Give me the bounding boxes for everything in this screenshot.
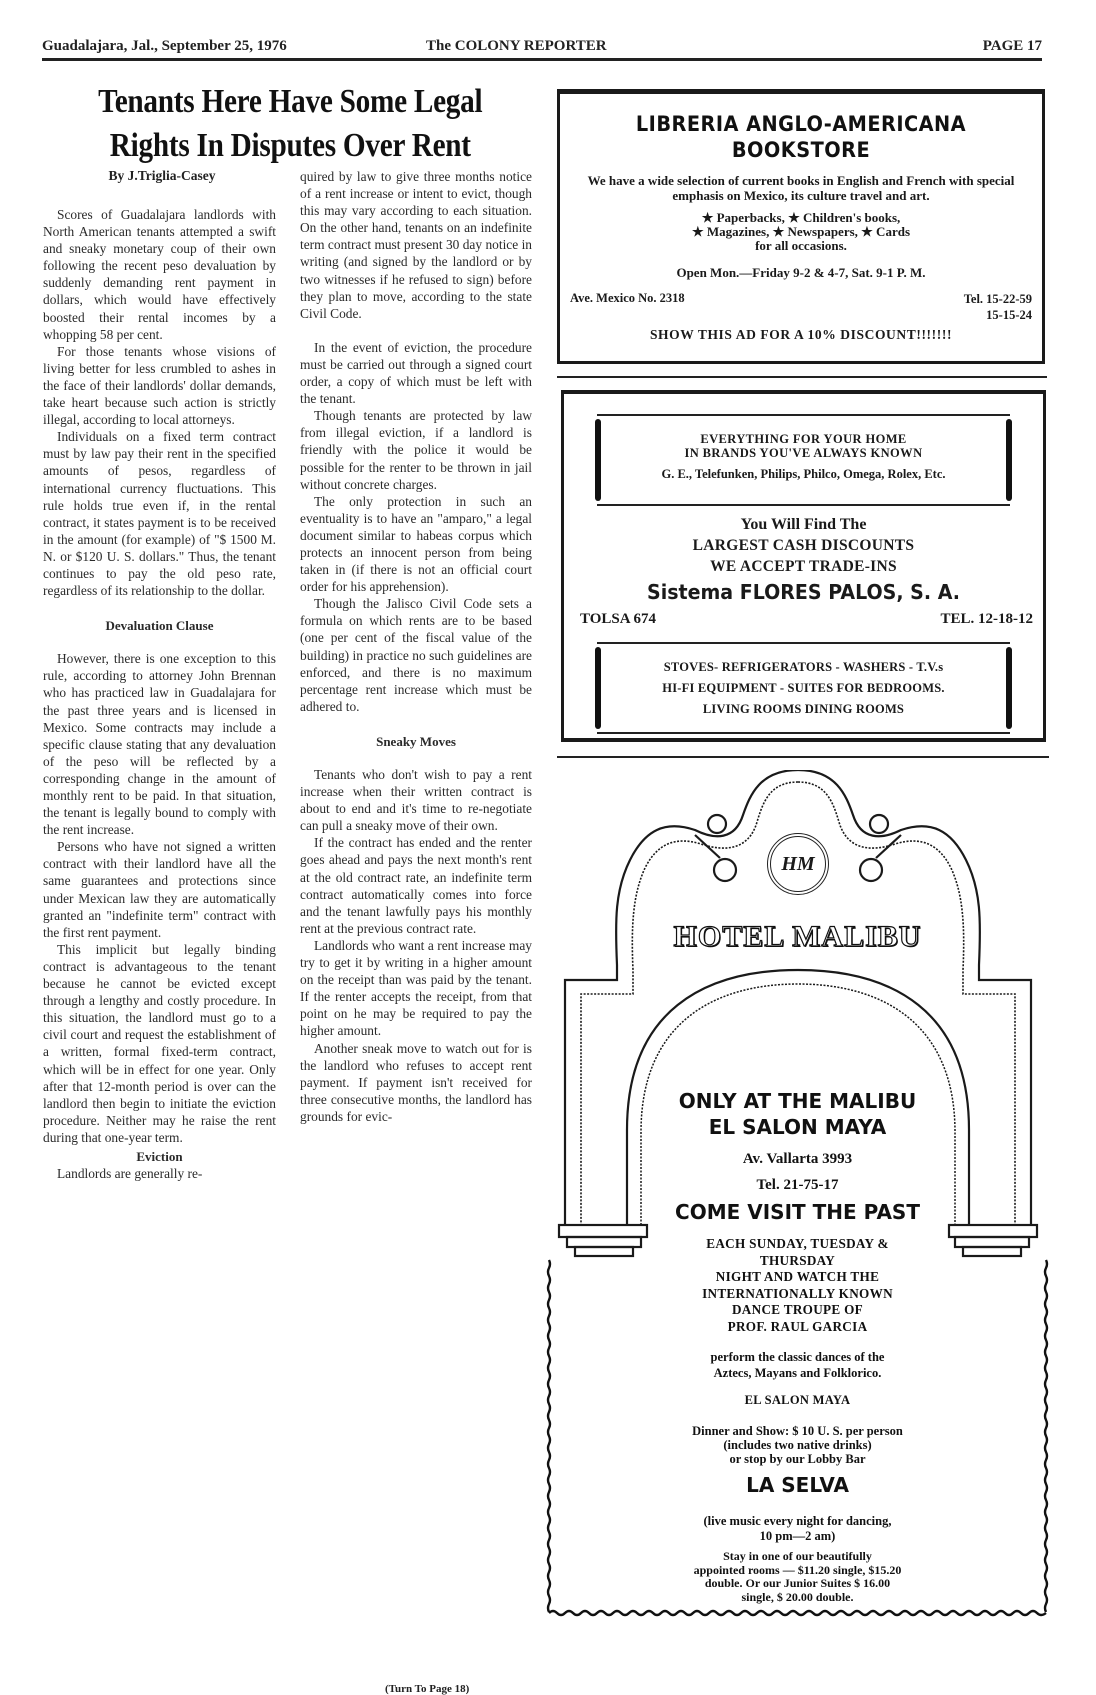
dinner-line: or stop by our Lobby Bar [729,1452,866,1466]
title-line-2: BOOKSTORE [731,138,871,162]
schedule-line: INTERNATIONALLY KNOWN [702,1285,893,1301]
ad-bookstore-promo: SHOW THIS AD FOR A 10% DISCOUNT!!!!!!! [649,327,953,342]
hotel-performance-desc [545,1349,1050,1381]
paragraph: Persons who have not signed a written contract with their landlord have all the same guarantees and protections since under Mexican law they are automatically granted an "indefinite term" contract with the first rent payment. [43,839,276,940]
ad-flores-brands-box [597,414,1010,506]
hotel-live-music [545,1514,1050,1544]
subhead-devaluation-clause: Devaluation Clause [105,618,214,634]
schedule-line: NIGHT AND WATCH THE [715,1269,880,1284]
phone-line-2: 15-15-24 [986,308,1032,322]
dinner-line: Dinner and Show: $ 10 U. S. per person [692,1424,903,1438]
brands-heading [597,432,1010,460]
ad-bookstore-hours: Open Mon.—Friday 9-2 & 4-7, Sat. 9-1 P. M. [676,265,926,280]
hotel-dinner-pricing [545,1424,1050,1466]
headline [34,80,547,168]
hotel-bar-name: LA SELVA [746,1473,849,1497]
ad-flores-palos [561,390,1046,742]
paragraph: For those tenants whose visions of living better for less crumbled to ashes in the face of their landlords' dollar demands, take heart because such action is strictly illegal, according to local attorneys. [43,343,276,428]
star-list-line: for all occasions. [755,238,847,253]
phone-line-1: Tel. 15-22-59 [963,292,1032,306]
hotel-room-rates [545,1550,1050,1604]
brands-heading-line-2: IN BRANDS YOU'VE ALWAYS KNOWN [684,446,923,460]
hotel-address: Av. Vallarta 3993 [742,1151,853,1167]
brands-heading-line-1: EVERYTHING FOR YOUR HOME [700,432,907,446]
paragraph: In the event of eviction, the procedure must be carried out through a signed court order, a copy of which must be left with the tenant. [300,339,532,407]
hotel-headline: COME VISIT THE PAST [675,1200,920,1224]
ad-hotel-malibu [545,770,1050,1640]
page-number: PAGE 17 [982,38,1042,54]
hotel-monogram-logo: HM [767,833,829,895]
schedule-line: DANCE TROUPE OF [731,1302,863,1317]
products-line-1: STOVES- REFRIGERATORS - WASHERS - T.V.s [663,660,944,674]
ad-bookstore-address: Ave. Mexico No. 2318 [570,291,685,305]
room-rate-line: appointed rooms — $11.20 single, $15.20 [693,1562,902,1577]
brands-list: G. E., Telefunken, Philips, Philco, Omega, Rolex, Etc. [661,467,946,481]
continuation-link[interactable]: (Turn To Page 18) [385,1683,470,1695]
ad-bookstore-phone [964,291,1032,323]
title-line-1: LIBRERIA ANGLO-AMERICANA [635,112,967,136]
room-rate-line: single, $ 20.00 double. [741,1589,854,1604]
hotel-show-schedule [545,1236,1050,1335]
hotel-venue [545,1088,1050,1140]
ad-divider [557,756,1049,758]
ad-bookstore-items [560,211,1042,253]
room-rate-line: double. Or our Junior Suites $ 16.00 [704,1576,891,1590]
paragraph: quired by law to give three months notice of a rent increase or intent to evict, though this may vary according to each situation. On the other hand, tenants on an indefinite term contract must present 30 day notice in writing (and signed by the landlord or by two witnesses if he refused to sign) before they plan to move, according to the state Civil Code. [300,169,532,321]
ad-flores-products-box [597,642,1010,734]
ad-flores-phone: TEL. 12-18-12 [940,611,1033,627]
schedule-line: EACH SUNDAY, TUESDAY & [706,1236,889,1251]
room-rate-line: Stay in one of our beautifully [723,1549,872,1563]
products-line-3: LIVING ROOMS DINING ROOMS [702,702,905,716]
paragraph: The only protection in such an eventuality is to have an "amparo," a legal document similar to habeas corpus which protects an innocent person from being taken in (if there is not an official court order for his apprehension). [300,493,532,595]
star-list-line: ★ Paperbacks, ★ Children's books, [701,210,901,225]
ad-flores-address: TOLSA 674 [580,611,657,627]
ad-bookstore [557,89,1045,364]
ad-bookstore-title [579,111,1022,163]
article-column-1 [43,206,276,1182]
subhead-sneaky-moves: Sneaky Moves [376,733,456,749]
schedule-line: THURSDAY [759,1252,836,1268]
masthead-rule [42,58,1042,61]
masthead [42,36,1042,60]
venue-line-1: ONLY AT THE MALIBU [678,1089,917,1113]
paragraph: Though the Jalisco Civil Code sets a formula on which rents are to be based (one per cent of the fiscal value of the building) in practice no such guidelines are enforced, and there is no maximum percentage rent increase which must be adhered to. [300,596,532,714]
ad-bookstore-description: We have a wide selection of current books in English and French with special emphasis on Mexico, its culture travel and art. [587,173,1015,203]
offer-line-2: LARGEST CASH DISCOUNTS [692,537,915,554]
paragraph: If the contract has ended and the renter goes ahead and pays the next month's rent at the old contract rate, an indefinite term contract automatically comes into force and the tenant lawfully pays his monthly rent at the previous contract rate. [300,835,532,936]
paragraph: Landlords are generally re- [57,1166,203,1182]
paragraph: This implicit but legally binding contract is advantageous to the tenant because he cannot be evicted except through a lengthy and costly procedure. In this situation, the landlord must go to a civil court and request the establishment of a written, formal fixed-term contract, which will be in effect for one year. Only after that 12-month period is over can the landlord then begin to initiate the eviction procedure. Neither may he raise the rent during that one-year term. [43,941,276,1145]
performance-line: perform the classic dances of the [710,1350,885,1364]
paragraph: Landlords who want a rent increase may try to get it by writing in a higher amount on the receipt than was paid by the tenant. If the renter accepts the receipt, from that point on he may be required to pay the higher amount. [300,937,532,1039]
paragraph: Individuals on a fixed term contract must by law pay their rent in the specified amounts of pesos, regardless of international currency fluctuations. This rule holds true even if, in the rental contract, it states payment is to be received in the amount (for example) of "$ 1500 M. N. or $120 U. S. dollars." Thus, the tenant continues to pay the old peso rate, regardless of its relationship to the dollar. [43,429,276,599]
ad-bookstore-contact [570,291,1032,325]
star-list-line: ★ Magazines, ★ Newspapers, ★ Cards [691,224,911,239]
ad-flores-offer [564,514,1043,577]
paragraph: Though tenants are protected by law from illegal eviction, if a landlord is friendly with the police it would be possible for the renter to be thrown in jail without concrete charges. [300,408,532,492]
products-line-2: HI-FI EQUIPMENT - SUITES FOR BEDROOMS. [662,681,945,695]
schedule-line: PROF. RAUL GARCIA [727,1318,868,1334]
ad-flores-company-name: Sistema FLORES PALOS, S. A. [647,580,960,604]
headline-line-2: Rights In Disputes Over Rent [109,127,471,164]
products-list [597,657,1010,720]
article-column-2 [300,168,532,1125]
hotel-phone: Tel. 21-75-17 [756,1177,839,1193]
live-music-line: 10 pm—2 am) [759,1529,836,1543]
offer-line-3: WE ACCEPT TRADE-INS [710,558,897,575]
paragraph: Another sneak move to watch out for is the landlord who refuses to accept rent payment. If payment isn't received for three consecutive months, the landlord has grounds for evic- [300,1040,532,1124]
venue-line-2: EL SALON MAYA [708,1115,887,1139]
subhead-eviction: Eviction [136,1148,183,1164]
hotel-contact [545,1146,1050,1198]
offer-line-1: You Will Find The [740,516,867,533]
paragraph: Tenants who don't wish to pay a rent increase when their written contract is about to end and it's time to re-negotiate can pull a sneaky move of their own. [300,767,532,834]
paragraph: Scores of Guadalajara landlords with North American tenants attempted a swift and sneaky monetary coup of their own following the recent peso devaluation by suddenly demanding rent payment in dollars, which would have effectively boosted their rental incomes by a whopping 58 per cent. [43,207,276,342]
headline-line-1: Tenants Here Have Some Legal [98,83,483,120]
dateline: Guadalajara, Jal., September 25, 1976 [42,38,287,54]
hotel-name: HOTEL MALIBU [673,920,922,953]
byline: By J.Triglia-Casey [108,168,216,183]
dinner-line: (includes two native drinks) [723,1438,872,1452]
performance-line: Aztecs, Mayans and Folklorico. [713,1366,882,1380]
hotel-salon-name: EL SALON MAYA [744,1393,851,1407]
newspaper-name: The COLONY REPORTER [426,38,607,54]
paragraph: However, there is one exception to this rule, according to attorney John Brennan who has practiced law in Guadalajara for the past three years and is licensed in Mexico. Some contracts may include a specific clause stating that any devaluation of the peso will be reflected by a corresponding change in the amount of monthly rent to be paid. In that situation, the tenant is legally bound to comply with the rent increase. [43,651,276,838]
ad-divider [557,376,1047,378]
live-music-line: (live music every night for dancing, [703,1514,892,1528]
